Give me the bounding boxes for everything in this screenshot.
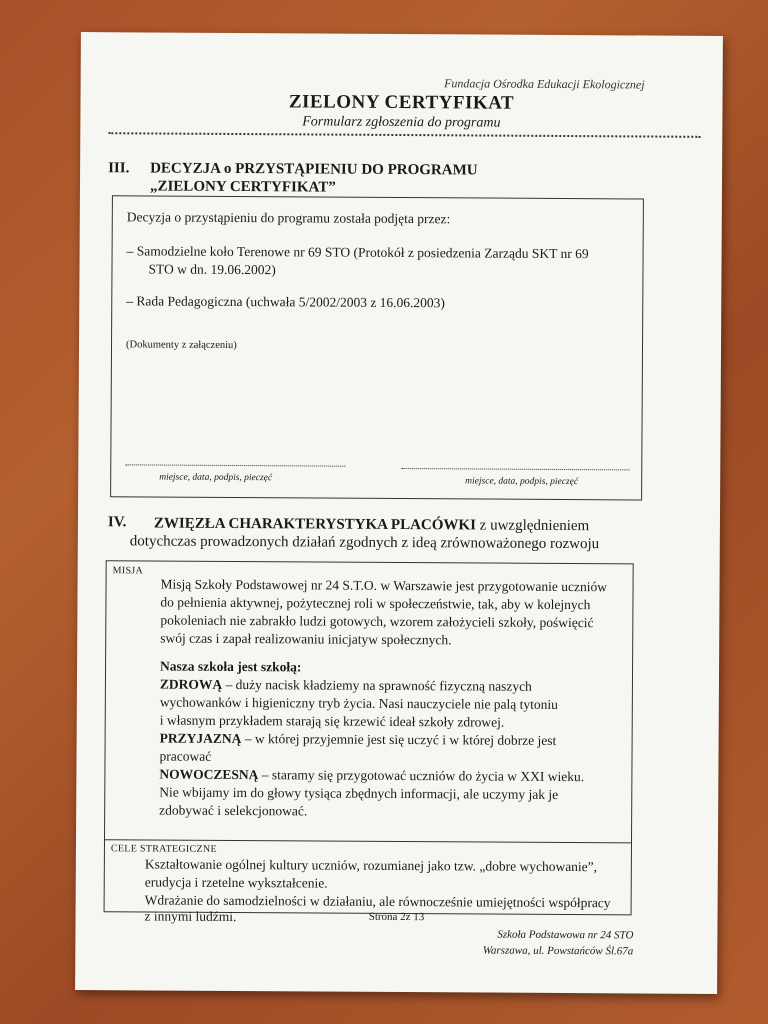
nowoczesna-rest: – staramy się przygotować uczniów do życia w XXI wieku. [258, 767, 585, 785]
zdrowa-line-2: wychowanków i higieniczny tryb życia. Nasi nauczyciele nie palą tytoniu [159, 694, 559, 712]
page-number: Strona 2z 13 [368, 910, 425, 924]
section-3-heading-line2: „ZIELONY CERTYFIKAT” [149, 178, 336, 196]
nowoczesna-bold: NOWOCZESNĄ [159, 766, 259, 783]
document-title: ZIELONY CERTYFIKAT [288, 91, 515, 114]
cele-label: CELE STRATEGICZNE [110, 843, 217, 855]
cele-line-3: Wdrażanie do samodzielności w działaniu, ale równocześnie umiejętności współpracy [144, 892, 611, 911]
decision-box [110, 195, 644, 500]
document-page [75, 32, 723, 994]
asterisk-divider [108, 132, 700, 142]
nasza-szkola-heading: Nasza szkoła jest szkołą: [160, 658, 302, 675]
przyjazna-line-2: pracować [159, 748, 212, 764]
decision-item-1-line2: STO w dn. 19.06.2002) [148, 261, 276, 278]
section-3-number: III. [108, 160, 130, 177]
nowoczesna-line-3: zdobywać i selekcjonować. [159, 802, 308, 819]
section-3-heading-line1: DECYZJA o PRZYSTĄPIENIU DO PROGRAMU [150, 160, 478, 179]
cele-line-1: Kształtowanie ogólnej kultury uczniów, rozumianej jako tzw. „dobre wychowanie”, [144, 856, 598, 875]
school-address: Warszawa, ul. Powstańców Śl.67a [482, 944, 634, 958]
decision-item-2: – Rada Pedagogiczna (uchwała 5/2002/2003 z 16.06.2003) [126, 293, 446, 311]
zdrowa-line-1 [160, 676, 532, 696]
przyjazna-bold: PRZYJAZNĄ [159, 730, 242, 747]
misja-line-4: swój czas i zapał realizowaniu inicjatyw społecznych. [160, 630, 452, 648]
decision-item-1-line1: – Samodzielne koło Terenowe nr 69 STO (Protokół z posiedzenia Zarządu SKT nr 69 [126, 243, 589, 262]
signature-line-left [125, 464, 345, 466]
przyjazna-rest: – w której przyjemnie jest się uczyć i w której dobrze jest [241, 731, 557, 748]
section-4-heading-line2: dotychczas prowadzonych działań zgodnych z ideą zrównoważonego rozwoju [129, 533, 600, 553]
signature-caption-left: miejsce, data, podpis, pieczęć [159, 472, 273, 484]
cele-line-4: z innymi ludźmi. [144, 908, 237, 925]
signature-line-right [401, 468, 629, 470]
misja-line-1: Misją Szkoły Podstawowej nr 24 S.T.O. w Warszawie jest przygotowanie uczniów [160, 576, 608, 595]
section-4-heading-normal: z uwzględnieniem [475, 517, 590, 535]
zdrowa-rest: – duży nacisk kładziemy na sprawność fizyczną naszych [222, 676, 532, 694]
misja-label: MISJA [112, 565, 144, 577]
section-4-heading-bold: ZWIĘZŁA CHARAKTERYSTYKA PLACÓWKI [153, 515, 477, 534]
section-4-number: IV. [107, 514, 127, 531]
zdrowa-line-3: i własnym przykładem starają się krzewić ideał szkoły zdrowej. [159, 712, 505, 730]
organization-name: Fundacja Ośrodka Edukacji Ekologicznej [444, 76, 645, 92]
attachments-note: (Dokumenty z załączeniu) [125, 339, 237, 352]
nowoczesna-line-2: Nie wbijamy im do głowy tysiąca zbędnych informacji, ale uczymy jak je [159, 784, 559, 802]
przyjazna-line-1 [160, 730, 557, 750]
signature-caption-right: miejsce, data, podpis, pieczęć [465, 476, 579, 488]
decision-intro: Decyzja o przystąpieniu do programu została podjęta przez: [126, 209, 451, 227]
zdrowa-bold: ZDROWĄ [159, 676, 223, 692]
school-name: Szkoła Podstawowa nr 24 STO [497, 928, 634, 942]
document-subtitle: Formularz zgłoszenia do programu [302, 114, 501, 131]
cele-line-2: erudycja i rzetelne wykształcenie. [144, 874, 328, 891]
misja-line-3: pokoleniach nie zabrakło ludzi gotowych, wzorem założycieli szkoły, poświęcić [160, 612, 594, 631]
misja-line-2: do pełnienia aktywnej, pożytecznej roli w społeczeństwie, tak, aby w kolejnych [160, 594, 591, 613]
